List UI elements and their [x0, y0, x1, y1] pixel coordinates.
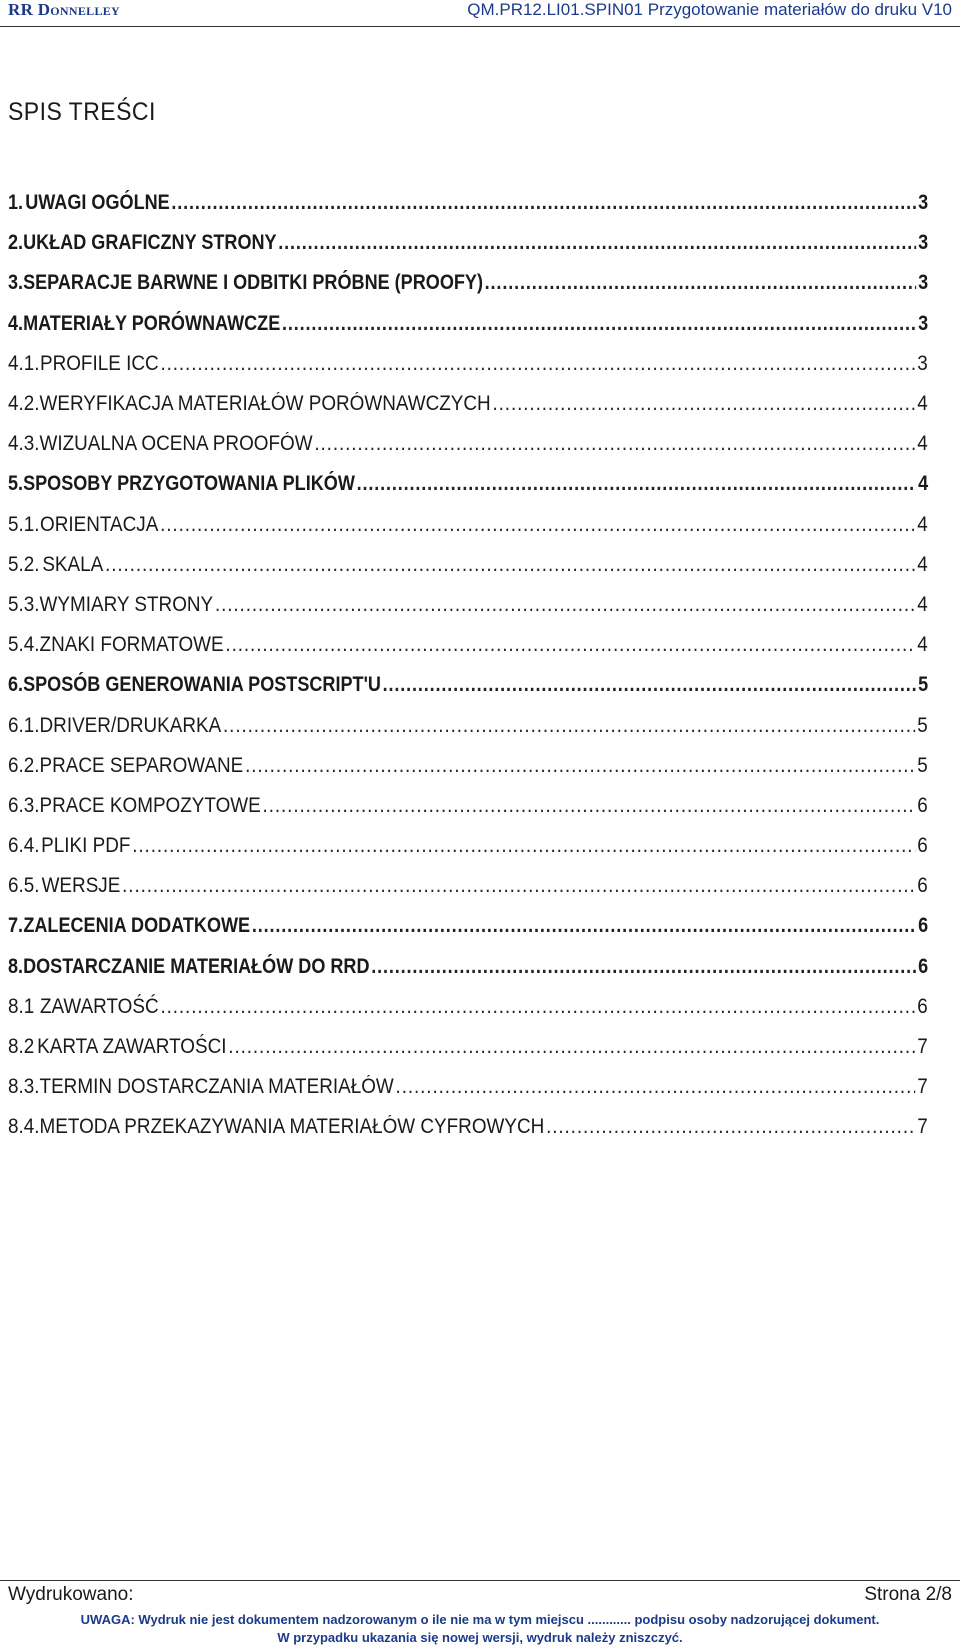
toc-entry-page: 6	[917, 874, 928, 898]
toc-dot-leader	[493, 392, 916, 416]
toc-entry-number: 8.3.	[8, 1075, 40, 1099]
toc-dot-leader	[383, 673, 917, 697]
toc-entry[interactable]	[8, 1067, 928, 1107]
toc-entry-title: SKALA	[42, 552, 104, 576]
toc-entry-number: 5.3.	[8, 592, 40, 616]
toc-entry-page: 3	[918, 191, 929, 215]
toc-entry-title: ZNAKI FORMATOWE	[39, 633, 224, 657]
toc-entry[interactable]	[8, 665, 928, 705]
toc-entry[interactable]	[8, 545, 928, 585]
toc-entry-title: UWAGI OGÓLNE	[25, 191, 170, 215]
printed-label: Wydrukowano:	[8, 1584, 134, 1605]
toc-dot-leader	[357, 472, 917, 496]
toc-entry-title: WYMIARY STRONY	[39, 592, 214, 616]
toc-entry-page: 3	[918, 231, 929, 255]
toc-entry-title: SEPARACJE BARWNE I ODBITKI PRÓBNE (PROOFY)	[23, 271, 483, 295]
toc-entry[interactable]	[8, 464, 928, 504]
toc-entry-page: 3	[918, 311, 929, 335]
toc-entry-title: DRIVER/DRUKARKA	[39, 713, 222, 737]
toc-entry-number: 6.5.	[8, 874, 40, 898]
toc-entry-number: 8.4.	[8, 1115, 40, 1139]
toc-entry-number: 3.	[8, 271, 24, 295]
toc-entry-title: ORIENTACJA	[39, 512, 159, 536]
toc-dot-leader	[225, 633, 915, 657]
toc-entry-number: 4.2.	[8, 392, 40, 416]
toc-entry[interactable]	[8, 183, 928, 223]
toc-dot-leader	[160, 352, 915, 376]
toc-entry-number: 5.4.	[8, 633, 40, 657]
footer-divider	[0, 1580, 960, 1581]
toc-entry-number: 6.2.	[8, 753, 40, 777]
toc-entry-number: 8.	[8, 954, 24, 978]
table-of-contents	[8, 183, 928, 1148]
toc-title: SPIS TREŚCI	[8, 98, 156, 126]
toc-dot-leader	[371, 955, 916, 979]
toc-entry-title: ZALECENIA DODATKOWE	[23, 914, 251, 938]
toc-dot-leader	[282, 312, 916, 336]
toc-entry-number: 7.	[8, 914, 24, 938]
toc-dot-leader	[171, 191, 916, 215]
toc-entry[interactable]	[8, 505, 928, 545]
toc-entry-page: 5	[918, 673, 929, 697]
toc-entry-page: 4	[917, 432, 928, 456]
toc-entry[interactable]	[8, 424, 928, 464]
toc-entry-number: 6.4.	[8, 834, 40, 858]
page-number: Strona 2/8	[864, 1584, 952, 1605]
toc-entry-page: 4	[917, 552, 928, 576]
toc-entry-title: UKŁAD GRAFICZNY STRONY	[23, 231, 277, 255]
toc-entry[interactable]	[8, 1027, 928, 1067]
toc-entry-page: 5	[917, 753, 928, 777]
toc-entry-title: WIZUALNA OCENA PROOFÓW	[39, 432, 313, 456]
toc-entry-page: 6	[917, 994, 928, 1018]
toc-entry-page: 6	[918, 954, 929, 978]
toc-dot-leader	[215, 593, 916, 617]
toc-entry[interactable]	[8, 786, 928, 826]
toc-entry[interactable]	[8, 585, 928, 625]
toc-dot-leader	[252, 914, 917, 938]
toc-entry[interactable]	[8, 384, 928, 424]
toc-entry-title: WERSJE	[41, 874, 121, 898]
toc-dot-leader	[105, 553, 915, 577]
toc-entry[interactable]	[8, 263, 928, 303]
toc-entry-title: SPOSOBY PRZYGOTOWANIA PLIKÓW	[23, 472, 355, 496]
toc-dot-leader	[263, 794, 916, 818]
toc-entry-title: WERYFIKACJA MATERIAŁÓW PORÓWNAWCZYCH	[39, 392, 491, 416]
toc-dot-leader	[223, 714, 915, 738]
toc-entry-page: 4	[917, 512, 928, 536]
toc-entry-title: PRACE KOMPOZYTOWE	[39, 793, 261, 817]
toc-entry-page: 4	[917, 592, 928, 616]
toc-entry[interactable]	[8, 705, 928, 745]
toc-entry-page: 4	[917, 633, 928, 657]
toc-entry-page: 7	[917, 1115, 928, 1139]
toc-entry[interactable]	[8, 746, 928, 786]
toc-entry-title: SPOSÓB GENEROWANIA POSTSCRIPT'U	[23, 673, 381, 697]
toc-entry-number: 6.3.	[8, 793, 40, 817]
toc-entry[interactable]	[8, 625, 928, 665]
toc-dot-leader	[160, 513, 915, 537]
toc-dot-leader	[132, 834, 915, 858]
toc-entry-title: PROFILE ICC	[39, 351, 159, 375]
page-header	[0, 0, 960, 22]
toc-dot-leader	[485, 271, 917, 295]
toc-entry-number: 5.1.	[8, 512, 40, 536]
toc-entry[interactable]	[8, 987, 928, 1027]
toc-entry-page: 5	[917, 713, 928, 737]
toc-entry-number: 4.3.	[8, 432, 40, 456]
toc-dot-leader	[160, 995, 915, 1019]
toc-entry-page: 4	[918, 472, 929, 496]
toc-entry-number: 6.	[8, 673, 24, 697]
toc-entry-title: KARTA ZAWARTOŚCI	[37, 1035, 227, 1059]
toc-entry-title: ZAWARTOŚĆ	[39, 994, 159, 1018]
toc-entry-page: 3	[918, 271, 929, 295]
footer-warning-line-1: UWAGA: Wydruk nie jest dokumentem nadzorowanym o ile nie ma w tym miejscu ............ podpisu osoby nadzorującej dokument.	[80, 1612, 880, 1627]
toc-entry-page: 3	[917, 351, 928, 375]
toc-entry-number: 6.1.	[8, 713, 40, 737]
toc-entry-title: PRACE SEPAROWANE	[39, 753, 244, 777]
toc-entry-title: MATERIAŁY PORÓWNAWCZE	[23, 311, 281, 335]
toc-entry-number: 4.	[8, 311, 24, 335]
toc-entry[interactable]	[8, 947, 928, 987]
toc-dot-leader	[314, 432, 915, 456]
toc-entry-number: 5.2.	[8, 552, 40, 576]
toc-entry[interactable]	[8, 826, 928, 866]
company-logo-text: RR Donnelley	[8, 0, 121, 19]
toc-entry-number: 8.1	[8, 994, 35, 1018]
document-reference: QM.PR12.LI01.SPIN01 Przygotowanie materiałów do druku V10	[467, 0, 952, 19]
toc-entry-title: METODA PRZEKAZYWANIA MATERIAŁÓW CYFROWYCH	[39, 1115, 545, 1139]
toc-dot-leader	[245, 754, 915, 778]
header-divider	[0, 26, 960, 27]
toc-dot-leader	[546, 1115, 915, 1139]
toc-entry-page: 7	[917, 1035, 928, 1059]
toc-entry[interactable]	[8, 304, 928, 344]
toc-dot-leader	[122, 874, 915, 898]
toc-entry-page: 4	[917, 392, 928, 416]
toc-entry-number: 1.	[8, 191, 24, 215]
toc-entry[interactable]	[8, 906, 928, 946]
toc-dot-leader	[278, 231, 916, 255]
toc-entry-number: 2.	[8, 231, 24, 255]
toc-entry-page: 6	[918, 914, 929, 938]
toc-entry[interactable]	[8, 223, 928, 263]
toc-entry-title: TERMIN DOSTARCZANIA MATERIAŁÓW	[39, 1075, 394, 1099]
toc-entry-page: 6	[917, 834, 928, 858]
footer-warning-line-2: W przypadku ukazania się nowej wersji, wydruk należy zniszczyć.	[277, 1630, 683, 1645]
toc-entry[interactable]	[8, 344, 928, 384]
toc-entry-number: 8.2	[8, 1035, 35, 1059]
toc-entry-number: 5.	[8, 472, 24, 496]
toc-entry-page: 6	[917, 793, 928, 817]
toc-entry-title: PLIKI PDF	[41, 834, 131, 858]
toc-entry[interactable]	[8, 866, 928, 906]
toc-dot-leader	[396, 1075, 916, 1099]
toc-entry-number: 4.1.	[8, 351, 40, 375]
toc-entry-title: DOSTARCZANIE MATERIAŁÓW DO RRD	[23, 954, 370, 978]
toc-entry-page: 7	[917, 1075, 928, 1099]
toc-entry[interactable]	[8, 1107, 928, 1147]
toc-dot-leader	[228, 1035, 915, 1059]
